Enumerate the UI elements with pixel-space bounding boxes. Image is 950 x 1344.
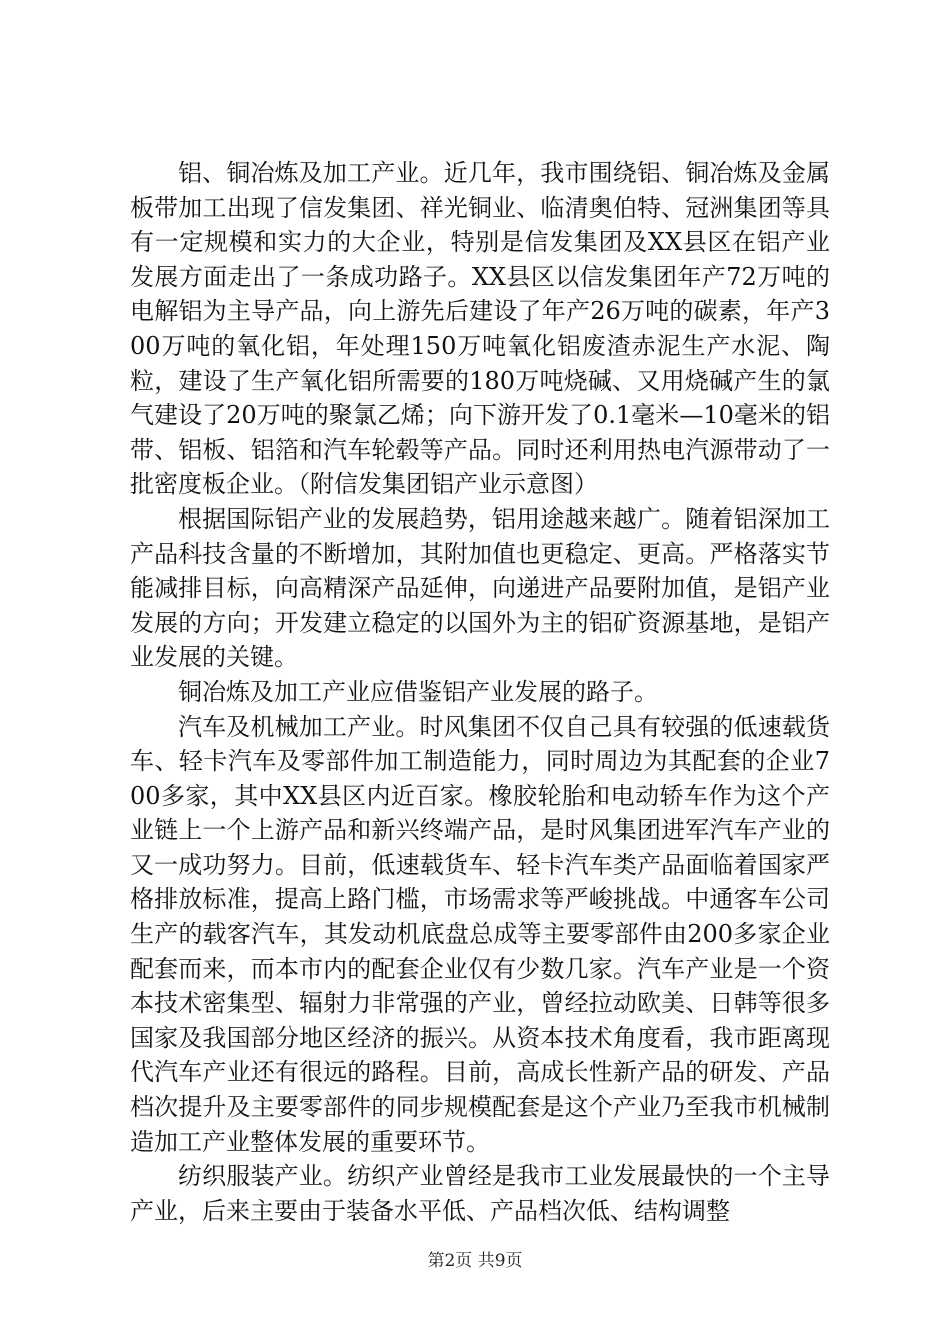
paragraph-aluminum-trend: 根据国际铝产业的发展趋势，铝用途越来越广。随着铝深加工产品科技含量的不断增加，其附加值也更稳定、更高。严格落实节能减排目标，向高精深产品延伸，向递进产品要附加值，是铝产业发展的方向；开发建立稳定的以国外为主的铝矿资源基地，是铝产业发展的关键。 [130,504,830,672]
paragraph-textile: 纺织服装产业。纺织产业曾经是我市工业发展最快的一个主导产业，后来主要由于装备水平低、产品档次低、结构调整 [130,1162,830,1225]
page-number-footer: 第2页 共9页 [427,1251,523,1271]
paragraph-copper-note: 铜冶炼及加工产业应借鉴铝产业发展的路子。 [178,677,658,706]
paragraph-automotive: 汽车及机械加工产业。时风集团不仅自己具有较强的低速载货车、轻卡汽车及零部件加工制造能力，同时周边为其配套的企业700多家，其中XX县区内近百家。橡胶轮胎和电动轿车作为这个产业链上一个上游产品和新兴终端产品，是时风集团进军汽车产业的又一成功努力。目前，低速载货车、轻卡汽车类产品面临着国家严格排放标准，提高上路门槛，市场需求等严峻挑战。中通客车公司生产的载客汽车，其发动机底盘总成等主要零部件由200多家企业配套而来，而本市内的配套企业仅有少数几家。汽车产业是一个资本技术密集型、辐射力非常强的产业，曾经拉动欧美、日韩等很多国家及我国部分地区经济的振兴。从资本技术角度看，我市距离现代汽车产业还有很远的路程。目前，高成长性新产品的研发、产品档次提升及主要零部件的同步规模配套是这个产业乃至我市机械制造加工产业整体发展的重要环节。 [130,712,830,1156]
paragraph-aluminum-copper: 铝、铜冶炼及加工产业。近几年，我市围绕铝、铜冶炼及金属板带加工出现了信发集团、祥光铜业、临清奥伯特、冠洲集团等具有一定规模和实力的大企业，特别是信发集团及XX县区在铝产业发展方面走出了一条成功路子。XX县区以信发集团年产72万吨的电解铝为主导产品，向上游先后建设了年产26万吨的碳素，年产300万吨的氧化铝，年处理150万吨氧化铝废渣赤泥生产水泥、陶粒，建设了生产氧化铝所需要的180万吨烧碱、又用烧碱产生的氯气建设了20万吨的聚氯乙烯；向下游开发了0.1毫米—10毫米的铝带、铝板、铝箔和汽车轮毂等产品。同时还利用热电汽源带动了一批密度板企业。（附信发集团铝产业示意图） [130,159,830,499]
document-body [130,156,830,1228]
